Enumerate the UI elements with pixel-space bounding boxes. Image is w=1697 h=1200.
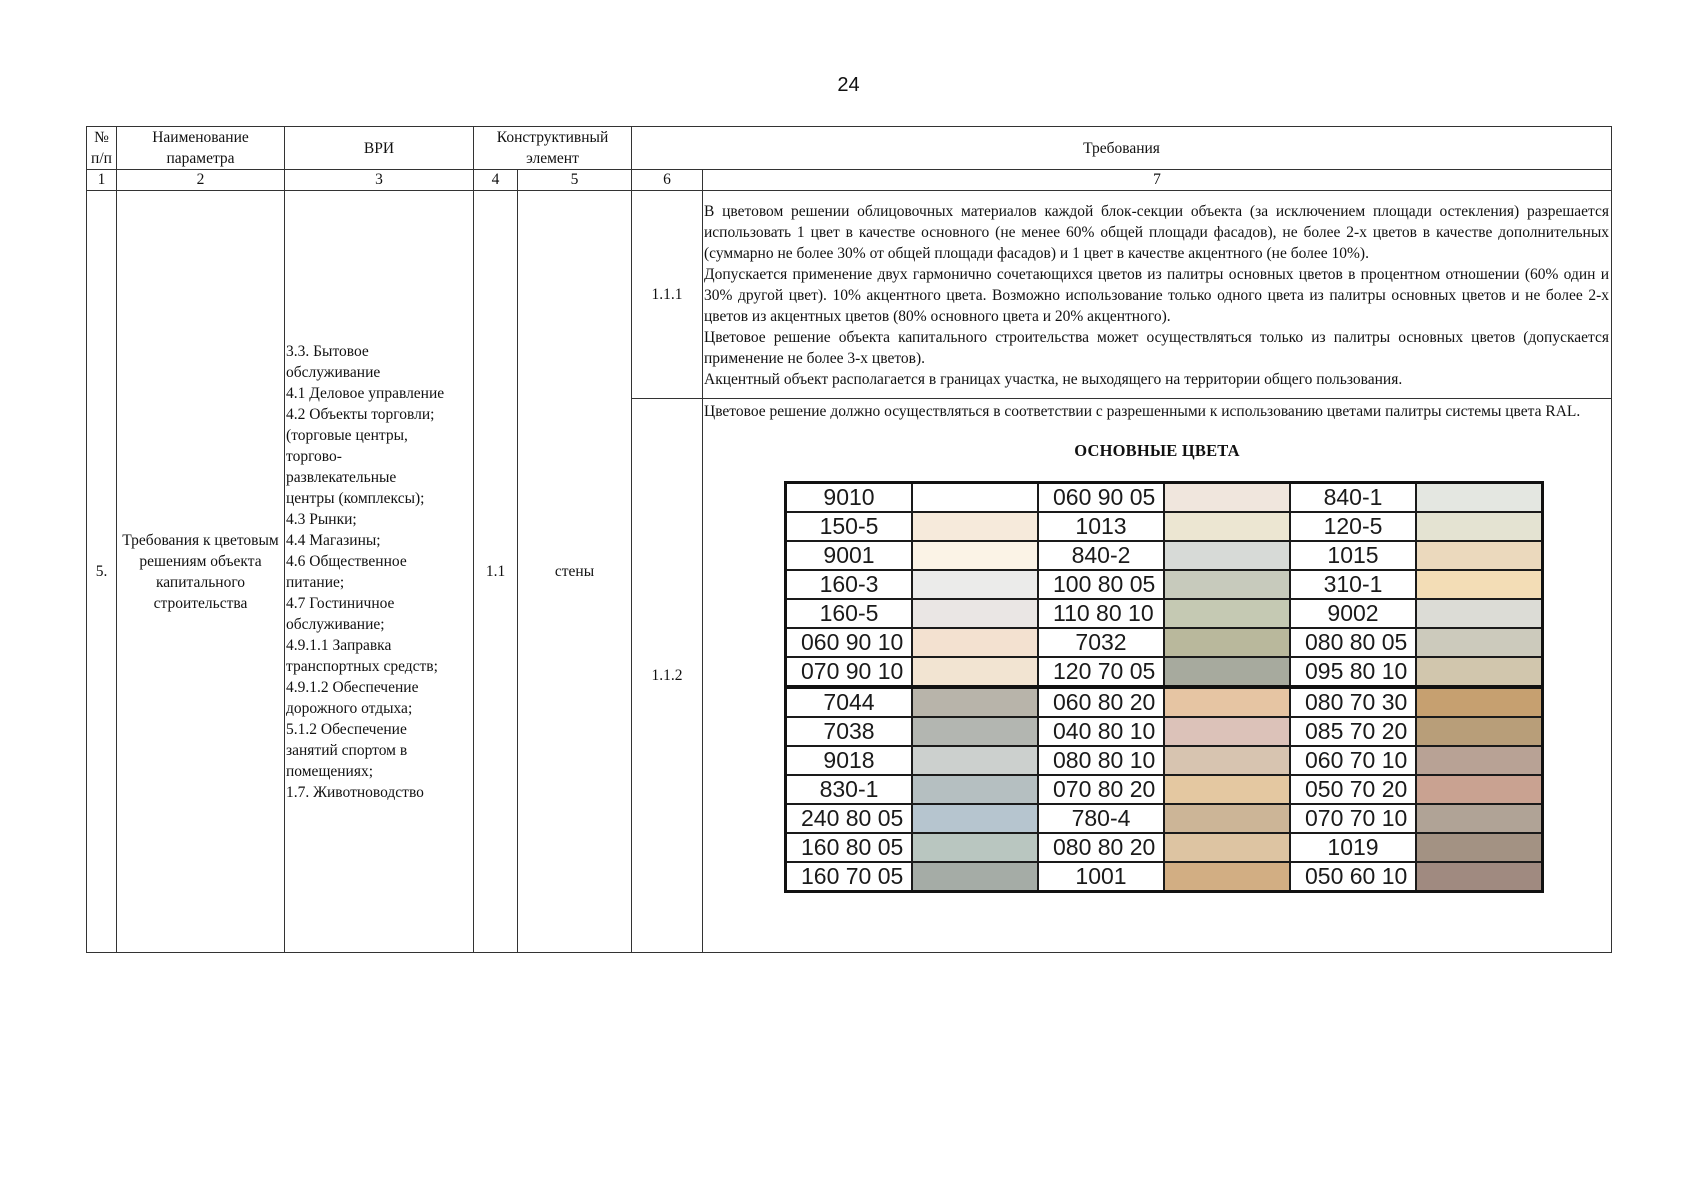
vri-item: 5.1.2 Обеспечение bbox=[286, 720, 407, 738]
color-code: 7038 bbox=[786, 717, 913, 746]
color-swatch bbox=[1416, 657, 1543, 687]
color-swatch bbox=[1416, 541, 1543, 570]
requirement-text-2 bbox=[703, 399, 1612, 953]
color-swatch bbox=[1164, 483, 1290, 513]
color-code: 7044 bbox=[786, 687, 913, 717]
vri-item: занятий спортом в bbox=[286, 741, 408, 759]
palette-row bbox=[786, 483, 1543, 513]
color-code: 150-5 bbox=[786, 512, 913, 541]
header-element: Конструктивный элемент bbox=[474, 127, 632, 170]
vri-item: 4.6 Общественное bbox=[286, 552, 407, 570]
vri-item: 4.9.1.2 Обеспечение bbox=[286, 678, 419, 696]
color-code: 1015 bbox=[1290, 541, 1416, 570]
color-code: 100 80 05 bbox=[1038, 570, 1164, 599]
color-swatch bbox=[1164, 512, 1290, 541]
vri-item: обслуживание; bbox=[286, 615, 385, 633]
color-swatch bbox=[912, 512, 1038, 541]
row-number: 5. bbox=[87, 191, 117, 953]
requirement-paragraph: Допускается применение двух гармонично сочетающихся цветов из палитры основных цветов в процентном отношении (60% один и 30% другой цвет). 10% акцентного цвета. Возможно использование только одного цвета из палитры основных цветов и не более 2-х цветов из акцентных цветов (80% основного цвета и 20% акцентного). bbox=[704, 266, 1610, 325]
color-code: 9002 bbox=[1290, 599, 1416, 628]
color-code: 1001 bbox=[1038, 862, 1164, 892]
color-swatch bbox=[1164, 775, 1290, 804]
color-code: 085 70 20 bbox=[1290, 717, 1416, 746]
palette-row bbox=[786, 512, 1543, 541]
color-swatch bbox=[1164, 541, 1290, 570]
vri-item: 4.3 Рынки; bbox=[286, 510, 357, 528]
color-swatch bbox=[1164, 657, 1290, 687]
column-number: 1 bbox=[87, 170, 117, 191]
palette-title: ОСНОВНЫЕ ЦВЕТА bbox=[1074, 441, 1240, 460]
color-code: 060 90 05 bbox=[1038, 483, 1164, 513]
color-swatch bbox=[912, 541, 1038, 570]
color-swatch bbox=[912, 628, 1038, 657]
palette-intro: Цветовое решение должно осуществляться в соответствии с разрешенными к использованию цветами палитры системы цвета RAL. bbox=[704, 403, 1581, 420]
color-code: 1013 bbox=[1038, 512, 1164, 541]
column-number: 6 bbox=[632, 170, 703, 191]
requirement-paragraph: Акцентный объект располагается в границах участка, не выходящего на территории общего пользования. bbox=[704, 371, 1403, 388]
palette-row bbox=[786, 599, 1543, 628]
color-swatch bbox=[1416, 717, 1543, 746]
column-number: 7 bbox=[703, 170, 1612, 191]
palette-row bbox=[786, 657, 1543, 687]
page-number: 24 bbox=[837, 74, 860, 96]
parameter-name: Требования к цветовым решениям объекта капитального строительства bbox=[117, 191, 285, 953]
palette-row bbox=[786, 570, 1543, 599]
header-parameter: Наименование параметра bbox=[117, 127, 285, 170]
color-swatch bbox=[1416, 775, 1543, 804]
color-code: 060 70 10 bbox=[1290, 746, 1416, 775]
color-code: 160-5 bbox=[786, 599, 913, 628]
vri-item: 4.7 Гостиничное bbox=[286, 594, 395, 612]
color-swatch bbox=[1164, 717, 1290, 746]
vri-item: развлекательные bbox=[286, 468, 397, 486]
header-vri: ВРИ bbox=[285, 127, 474, 170]
color-code: 120-5 bbox=[1290, 512, 1416, 541]
requirements-table bbox=[86, 126, 1612, 953]
vri-item: транспортных средств; bbox=[286, 657, 438, 675]
color-code: 080 80 10 bbox=[1038, 746, 1164, 775]
palette-row bbox=[786, 717, 1543, 746]
color-swatch bbox=[912, 833, 1038, 862]
vri-item: обслуживание bbox=[286, 363, 381, 381]
color-swatch bbox=[1416, 804, 1543, 833]
palette-row bbox=[786, 687, 1543, 717]
color-code: 830-1 bbox=[786, 775, 913, 804]
palette-row bbox=[786, 746, 1543, 775]
color-swatch bbox=[1416, 570, 1543, 599]
palette-row bbox=[786, 628, 1543, 657]
vri-item: центры (комплексы); bbox=[286, 489, 425, 507]
color-code: 040 80 10 bbox=[1038, 717, 1164, 746]
color-swatch bbox=[1164, 687, 1290, 717]
color-code: 080 80 05 bbox=[1290, 628, 1416, 657]
color-code: 160-3 bbox=[786, 570, 913, 599]
element-name: стены bbox=[518, 191, 632, 953]
color-code: 310-1 bbox=[1290, 570, 1416, 599]
color-code: 050 60 10 bbox=[1290, 862, 1416, 892]
color-swatch bbox=[1164, 746, 1290, 775]
color-swatch bbox=[1164, 833, 1290, 862]
vri-item: 4.1 Деловое управление bbox=[286, 384, 445, 402]
color-swatch bbox=[1164, 804, 1290, 833]
vri-item: 4.2 Объекты торговли; bbox=[286, 405, 435, 423]
vri-item: 4.9.1.1 Заправка bbox=[286, 636, 392, 654]
requirement-text-1 bbox=[703, 191, 1612, 399]
vri-item: 1.7. Животноводство bbox=[286, 783, 424, 801]
color-swatch bbox=[912, 657, 1038, 687]
color-swatch bbox=[912, 717, 1038, 746]
palette-row bbox=[786, 833, 1543, 862]
color-code: 095 80 10 bbox=[1290, 657, 1416, 687]
color-swatch bbox=[912, 483, 1038, 513]
palette-row bbox=[786, 775, 1543, 804]
color-code: 780-4 bbox=[1038, 804, 1164, 833]
column-numbers-row bbox=[87, 170, 1612, 191]
vri-item: торгово- bbox=[286, 447, 342, 465]
color-code: 070 70 10 bbox=[1290, 804, 1416, 833]
palette-row bbox=[786, 862, 1543, 892]
color-swatch bbox=[1164, 570, 1290, 599]
color-swatch bbox=[1416, 862, 1543, 892]
vri-item: 3.3. Бытовое bbox=[286, 342, 369, 360]
color-code: 7032 bbox=[1038, 628, 1164, 657]
color-swatch bbox=[912, 862, 1038, 892]
column-number: 2 bbox=[117, 170, 285, 191]
column-number: 3 bbox=[285, 170, 474, 191]
color-code: 1019 bbox=[1290, 833, 1416, 862]
requirement-code-1: 1.1.1 bbox=[632, 191, 703, 399]
color-swatch bbox=[1416, 599, 1543, 628]
vri-list bbox=[285, 191, 474, 953]
color-code: 110 80 10 bbox=[1038, 599, 1164, 628]
color-swatch bbox=[1164, 862, 1290, 892]
element-code: 1.1 bbox=[474, 191, 518, 953]
color-code: 070 90 10 bbox=[786, 657, 913, 687]
color-swatch bbox=[1416, 483, 1543, 513]
color-code: 070 80 20 bbox=[1038, 775, 1164, 804]
column-number: 5 bbox=[518, 170, 632, 191]
color-swatch bbox=[1416, 628, 1543, 657]
color-swatch bbox=[1416, 512, 1543, 541]
color-swatch bbox=[1416, 746, 1543, 775]
color-code: 080 80 20 bbox=[1038, 833, 1164, 862]
color-code: 060 90 10 bbox=[786, 628, 913, 657]
requirement-paragraph: В цветовом решении облицовочных материалов каждой блок-секции объекта (за исключением площади остекления) разрешается использовать 1 цвет в качестве основного (не менее 60% общей площади фасадов), не более 2-х цветов в качестве дополнительных (суммарно не более 30% от общей площади фасадов) и 1 цвет в качестве акцентного (не более 10%). bbox=[704, 203, 1610, 262]
color-swatch bbox=[912, 687, 1038, 717]
column-number: 4 bbox=[474, 170, 518, 191]
color-swatch bbox=[1416, 687, 1543, 717]
color-code: 9018 bbox=[786, 746, 913, 775]
vri-item: 4.4 Магазины; bbox=[286, 531, 381, 549]
color-swatch bbox=[912, 775, 1038, 804]
color-swatch bbox=[1416, 833, 1543, 862]
palette-row bbox=[786, 541, 1543, 570]
color-swatch bbox=[912, 746, 1038, 775]
vri-item: дорожного отдыха; bbox=[286, 699, 413, 717]
color-swatch bbox=[1164, 628, 1290, 657]
vri-item: помещениях; bbox=[286, 762, 374, 780]
color-code: 240 80 05 bbox=[786, 804, 913, 833]
color-code: 9010 bbox=[786, 483, 913, 513]
color-swatch bbox=[912, 599, 1038, 628]
palette-row bbox=[786, 804, 1543, 833]
requirement-code-2: 1.1.2 bbox=[632, 399, 703, 953]
color-swatch bbox=[912, 570, 1038, 599]
color-code: 9001 bbox=[786, 541, 913, 570]
color-code: 160 70 05 bbox=[786, 862, 913, 892]
color-code: 160 80 05 bbox=[786, 833, 913, 862]
color-code: 840-1 bbox=[1290, 483, 1416, 513]
color-palette-table bbox=[784, 481, 1544, 893]
vri-item: (торговые центры, bbox=[286, 426, 408, 444]
color-code: 080 70 30 bbox=[1290, 687, 1416, 717]
header-number: № п/п bbox=[87, 127, 117, 170]
color-code: 840-2 bbox=[1038, 541, 1164, 570]
color-code: 120 70 05 bbox=[1038, 657, 1164, 687]
requirement-paragraph: Цветовое решение объекта капитального строительства может осуществляться только из палитры основных цветов (допускается применение не более 3-х цветов). bbox=[704, 329, 1610, 367]
vri-item: питание; bbox=[286, 573, 345, 591]
color-code: 060 80 20 bbox=[1038, 687, 1164, 717]
color-swatch bbox=[1164, 599, 1290, 628]
header-requirements: Требования bbox=[632, 127, 1612, 170]
color-swatch bbox=[912, 804, 1038, 833]
color-code: 050 70 20 bbox=[1290, 775, 1416, 804]
